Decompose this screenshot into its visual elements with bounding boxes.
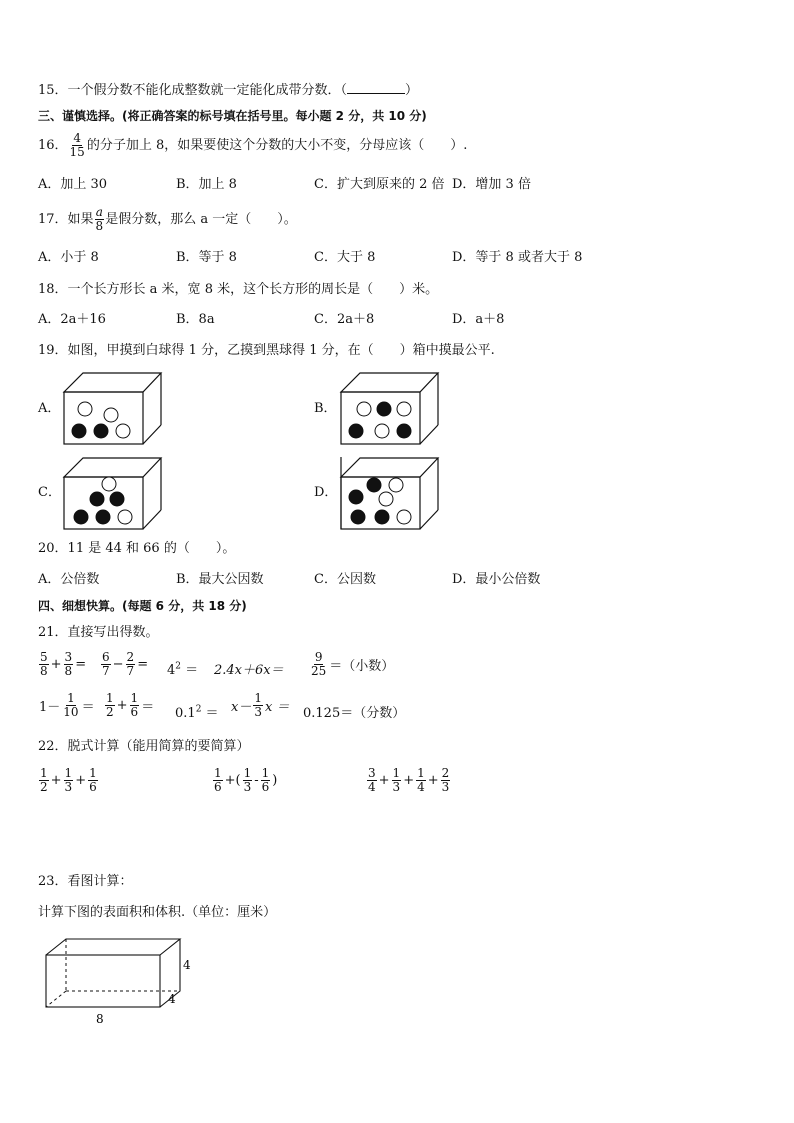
q21-row2-item2: $\frac{1}{2}$ + $\frac{1}{6}$ ＝	[106, 691, 155, 719]
option-a[interactable]: A．2a＋16	[38, 312, 106, 327]
option-c[interactable]: C．扩大到原来的 2 倍	[314, 177, 445, 192]
q21-row2-item3: $0.1^2$ ＝	[175, 704, 219, 721]
option-a-label[interactable]: A．	[38, 401, 61, 416]
q21-row1-item3: $4^2$ ＝	[167, 661, 199, 678]
q18-stem: 18．一个长方形长 a 米，宽 8 米，这个长方形的周长是（ ）米。	[38, 282, 439, 297]
option-b[interactable]: B．8a	[176, 312, 215, 327]
q20-stem: 20．11 是 44 和 66 的（ ）。	[38, 541, 236, 556]
q22-expr3: $\frac{3}{4}$ + $\frac{1}{3}$ + $\frac{1}{4}$ + $\frac{2}{3}$	[368, 766, 450, 794]
q21-stem: 21．直接写出得数。	[38, 625, 159, 640]
answer-blank[interactable]	[347, 83, 405, 94]
q16-stem: 16． $\frac{4}{15}$ 的分子加上 8，如果要使这个分数的大小不变，分母应该（ ）.	[38, 131, 468, 159]
q19-stem: 19．如图，甲摸到白球得 1 分，乙摸到黑球得 1 分，在（ ）箱中摸最公平.	[38, 343, 495, 358]
q21-row1-item4: 2.4x＋6x＝	[214, 663, 284, 678]
option-c[interactable]: C．公因数	[314, 572, 376, 587]
option-b[interactable]: B．等于 8	[176, 250, 237, 265]
section-3-heading: 三、谨慎选择。(将正确答案的标号填在括号里。每小题 2 分，共 10 分)	[38, 109, 427, 123]
q21-row2-item1: 1－ $\frac{1}{10}$ ＝	[39, 691, 95, 719]
option-b-label[interactable]: B．	[314, 401, 337, 416]
q22-stem: 22．脱式计算（能用简算的要简算）	[38, 739, 250, 754]
length-label: 8	[96, 1012, 104, 1026]
box-d-figure	[340, 457, 440, 531]
q21-row1-item5: $\frac{9}{25}$ ＝（小数）	[311, 650, 395, 678]
option-d-label[interactable]: D．	[314, 485, 338, 500]
q21-row2-item5: 0.125＝（分数）	[303, 706, 406, 721]
q22-expr2: $\frac{1}{6}$ +( $\frac{1}{3}$ - $\frac{1}{6}$ )	[214, 766, 278, 794]
option-b[interactable]: B．加上 8	[176, 177, 237, 192]
option-d[interactable]: D．最小公倍数	[452, 572, 541, 587]
option-b[interactable]: B．最大公因数	[176, 572, 264, 587]
q17-stem: 17．如果 $\frac{a}{8}$ 是假分数，那么 a 一定（ ）。	[38, 205, 297, 233]
q21-row1-item1: $\frac{5}{8}$ + $\frac{3}{8}$ =	[40, 650, 87, 678]
fraction: $\frac{a}{8}$	[95, 205, 104, 233]
option-d[interactable]: D．等于 8 或者大于 8	[452, 250, 583, 265]
box-a-figure	[63, 372, 163, 446]
box-b-figure	[340, 372, 440, 446]
q23-subtitle: 计算下图的表面积和体积.（单位：厘米）	[38, 905, 277, 920]
depth-label: 4	[168, 992, 176, 1006]
q22-expr1: $\frac{1}{2}$ + $\frac{1}{3}$ + $\frac{1}{6}$	[40, 766, 97, 794]
section-4-heading: 四、细想快算。(每题 6 分，共 18 分)	[38, 599, 247, 613]
option-d[interactable]: D．增加 3 倍	[452, 177, 531, 192]
q21-row1-item2: $\frac{6}{7}$ − $\frac{2}{7}$ =	[102, 650, 149, 678]
q15-line: 15．一个假分数不能化成整数就一定能化成带分数．（ ）	[38, 83, 419, 98]
option-c-label[interactable]: C．	[38, 485, 61, 500]
q21-row2-item4: x－ $\frac{1}{3}$ x ＝	[231, 691, 290, 719]
fraction: $\frac{4}{15}$	[69, 131, 85, 159]
option-c[interactable]: C．2a＋8	[314, 312, 375, 327]
option-c[interactable]: C．大于 8	[314, 250, 376, 265]
cuboid-figure	[44, 937, 194, 1027]
option-d[interactable]: D．a＋8	[452, 312, 505, 327]
q23-stem: 23．看图计算：	[38, 874, 133, 889]
box-c-figure	[63, 457, 163, 531]
option-a[interactable]: A．小于 8	[38, 250, 99, 265]
height-label: 4	[183, 958, 191, 972]
option-a[interactable]: A．加上 30	[38, 177, 108, 192]
option-a[interactable]: A．公倍数	[38, 572, 100, 587]
